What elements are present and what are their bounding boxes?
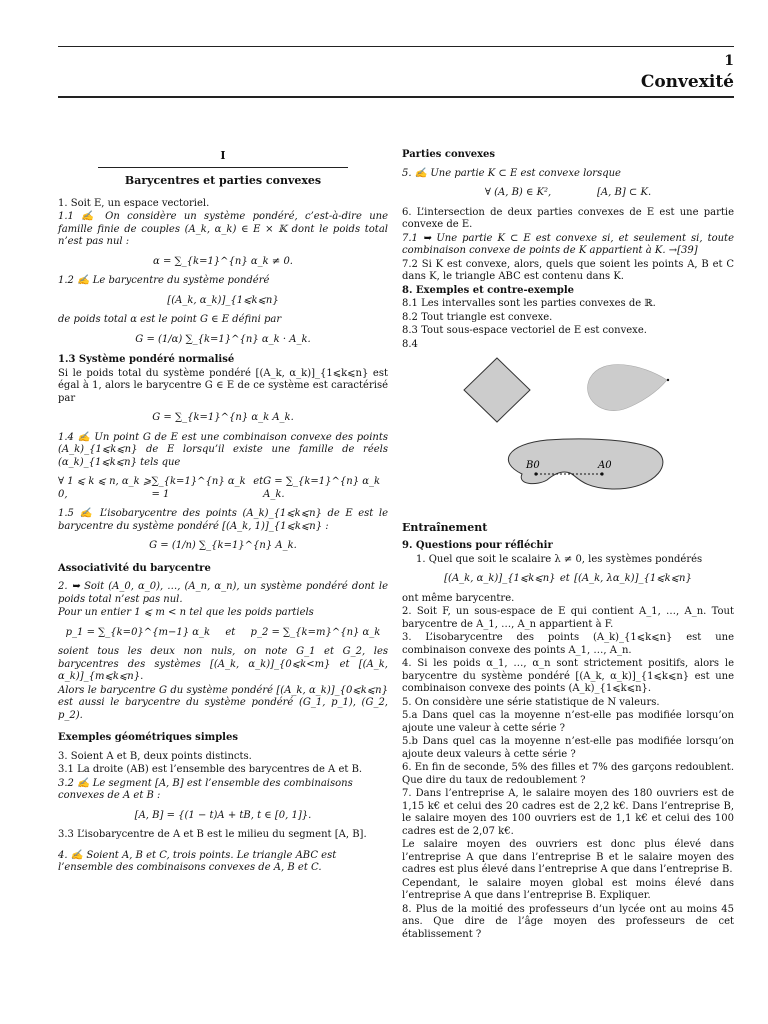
question-7-b: Le salaire moyen des ouvriers est donc plus élevé dans l’entreprise A que dans l’entreprise B et le salaire moyen des cadres est plus élevé dans l’entreprise A que dans l’entreprise B.	[402, 839, 734, 876]
item-3-2: 3.2 ✍ Le segment [A, B] est l’ensemble des combinaisons convexes de A et B :	[58, 777, 353, 801]
item-6: 6. L’intersection de deux parties convexes de E est une partie convexe de E.	[402, 206, 734, 230]
item-1-4: 1.4 ✍ Un point G de E est une combinaison convexe des points (A_k)_{1⩽k⩽n} de E lorsqu’il existe une famille de réels (α_k)_{1⩽k⩽n} tels que	[58, 431, 388, 468]
formula-part: ∀ (A, B) ∈ K²,	[484, 187, 552, 198]
right-column	[402, 145, 734, 942]
formula-part: et	[559, 573, 570, 585]
item-8-4: 8.4	[402, 338, 418, 350]
part-rule	[98, 167, 348, 168]
part-number: I	[220, 149, 226, 162]
formula-part: [(A_k, α_k)]_{1⩽k⩽n}	[444, 573, 556, 585]
formula-total-weight: α = ∑_{k=1}^{n} α_k ≠ 0.	[153, 255, 293, 267]
item-7-2: 7.2 Si K est convexe, alors, quels que soient les points A, B et C dans K, le triangle ABC est contenu dans K.	[402, 258, 734, 282]
item-2-c: soient tous les deux non nuls, on note G_1 et G_2, les barycentres des systèmes [(A_k, α_k)]_{0⩽k<m} et [(A_k, α_k)]_{m⩽k⩽n}.	[58, 646, 388, 682]
item-4: 4. ✍ Soient A, B et C, trois points. Le triangle ABC est l’ensemble des combinaisons convexes de A, B et C.	[58, 849, 337, 873]
section-associativity: Associativité du barycentre	[58, 562, 211, 574]
item-9: 9. Questions pour réfléchir	[402, 540, 553, 552]
item-8-3: 8.3 Tout sous-espace vectoriel de E est convexe.	[402, 325, 647, 336]
label-b0: B0	[526, 460, 540, 471]
formula-part: et	[225, 626, 236, 638]
item-1: 1. Soit E, un espace vectoriel.	[58, 197, 210, 209]
question-8: 8. Plus de la moitié des professeurs d’un lycée ont au moins 45 ans. Que dire de l’âge moyen des professeurs de cet établissement ?	[402, 903, 734, 940]
training-title: Entraînement	[402, 520, 488, 534]
formula-partial-weights	[58, 627, 388, 640]
convexity-figures	[402, 352, 734, 502]
formula-part: p_1 = ∑_{k=0}^{m−1} α_k	[65, 626, 211, 638]
question-7-c: Cependant, le salaire moyen global est moins élevé dans l’entreprise A que dans l’entreprise B. Expliquer.	[402, 877, 734, 902]
formula-normalized: G = ∑_{k=1}^{n} α_k A_k.	[152, 412, 294, 423]
item-8: 8. Exemples et contre-exemple	[402, 284, 575, 296]
formula-part: et	[253, 476, 264, 487]
question-3: 3. L’isobarycentre des points (A_k)_{1⩽k⩽n} est une combinaison convexe des points A_1, …, A_n.	[402, 632, 734, 656]
question-2: 2. Soit F, un sous-espace de E qui contient A_1, …, A_n. Tout barycentre de A_1, …, A_n appartient à F.	[402, 606, 734, 630]
question-5a: 5.a Dans quel cas la moyenne n’est-elle pas modifiée lorsqu’on ajoute une valeur à cette série ?	[402, 710, 734, 734]
item-1-3-title: 1.3 Système pondéré normalisé	[58, 354, 235, 365]
convex-square	[464, 358, 530, 422]
label-a0: A0	[598, 460, 612, 471]
formula-system: [(A_k, α_k)]_{1⩽k⩽n}	[167, 294, 279, 306]
item-1-1: 1.1 ✍ On considère un système pondéré, c’est-à-dire une famille finie de couples (A_k, α_k) ∈ E × 𝕂 dont le poids total n’est pas nul :	[58, 211, 388, 247]
section-convex-parts: Parties convexes	[402, 149, 496, 160]
formula-barycentre: G = (1/α) ∑_{k=1}^{n} α_k · A_k.	[135, 333, 311, 345]
formula-part: [A, B] ⊂ K.	[597, 187, 652, 198]
question-7: 7. Dans l’entreprise A, le salaire moyen des 180 ouvriers est de 1,15 k€ et celui des 20 cadres est de 2,2 k€. Dans l’entreprise B, le salaire moyen des 100 ouvriers est de 1,1 k€ et celui des 100 cadres est de 2,07 k€.	[402, 788, 734, 837]
item-3: 3. Soient A et B, deux points distincts.	[58, 750, 252, 762]
item-1-5: 1.5 ✍ L’isobarycentre des points (A_k)_{1⩽k⩽n} de E est le barycentre du système pondéré [(A_k, 1)]_{1⩽k⩽n} :	[58, 508, 388, 532]
formula-isobarycentre: G = (1/n) ∑_{k=1}^{n} A_k.	[149, 540, 297, 551]
item-2: 2. ➥ Soit (A_0, α_0), …, (A_n, α_n), un système pondéré dont le poids total n’est pas nul.	[58, 581, 388, 605]
item-3-1: 3.1 La droite (AB) est l’ensemble des barycentres de A et B.	[58, 764, 363, 775]
header-rule	[58, 96, 734, 98]
question-5b: 5.b Dans quel cas la moyenne n’est-elle pas modifiée lorsqu’on ajoute deux valeurs à cette série ?	[402, 736, 734, 760]
question-5: 5. On considère une série statistique de N valeurs.	[402, 696, 660, 708]
chapter-number: 1	[724, 53, 734, 69]
item-8-2: 8.2 Tout triangle est convexe.	[402, 311, 553, 323]
item-8-1: 8.1 Les intervalles sont les parties convexes de ℝ.	[402, 298, 656, 309]
question-6: 6. En fin de seconde, 5% des filles et 7% des garçons redoublent. Que dire du taux de redoublement ?	[402, 762, 734, 786]
item-5: 5. ✍ Une partie K ⊂ E est convexe lorsque	[402, 167, 621, 179]
part-title: Barycentres et parties convexes	[124, 173, 322, 187]
question-1-cont: ont même barycentre.	[402, 592, 515, 604]
left-column	[58, 145, 388, 876]
drop-tip-point	[667, 379, 669, 381]
formula-part: G = ∑_{k=1}^{n} α_k A_k.	[263, 476, 381, 500]
top-rule	[58, 46, 734, 47]
section-geometric-examples: Exemples géométriques simples	[58, 732, 238, 743]
formula-part: p_2 = ∑_{k=m}^{n} α_k	[250, 626, 381, 638]
convex-drop	[588, 365, 667, 411]
item-7-1: 7.1 ➥ Une partie K ⊂ E est convexe si, et seulement si, toute combinaison convexe de points de K appartient à K. →[39]	[402, 232, 734, 256]
chapter-title: Convexité	[640, 72, 734, 92]
item-2-d: Alors le barycentre G du système pondéré [(A_k, α_k)]_{0⩽k⩽n} est aussi le barycentre du système pondéré (G_1, p_1), (G_2, p_2).	[58, 684, 388, 721]
item-3-3: 3.3 L’isobarycentre de A et B est le milieu du segment [A, B].	[58, 829, 367, 840]
formula-segment: [A, B] = {(1 − t)A + tB, t ∈ [0, 1]}.	[134, 809, 312, 821]
formula-part: ∑_{k=1}^{n} α_k = 1	[151, 476, 246, 500]
point-b0	[534, 472, 537, 475]
formula-weighted-systems	[402, 573, 734, 586]
item-1-2-cont: de poids total α est le point G ∈ E défini par	[58, 314, 282, 325]
point-a0	[600, 472, 603, 475]
question-4: 4. Si les poids α_1, …, α_n sont strictement positifs, alors le barycentre du système pondéré [(A_k, α_k)]_{1⩽k⩽n} est une combinaison convexe des points (A_k)_{1⩽k⩽n}.	[402, 658, 734, 695]
item-2-b: Pour un entier 1 ⩽ m < n tel que les poids partiels	[58, 607, 314, 618]
formula-part: ∀ 1 ⩽ k ⩽ n, α_k ⩾ 0,	[58, 476, 152, 500]
question-1: 1. Quel que soit le scalaire λ ≠ 0, les systèmes pondérés	[416, 553, 703, 565]
formula-convex-def	[402, 187, 734, 200]
item-1-2: 1.2 ✍ Le barycentre du système pondéré	[58, 275, 270, 286]
formula-convex-combination	[58, 476, 388, 501]
formula-part: [(A_k, λα_k)]_{1⩽k⩽n}	[574, 573, 692, 585]
item-1-3: Si le poids total du système pondéré [(A_k, α_k)]_{1⩽k⩽n} est égal à 1, alors le barycentre G ∈ E de ce système est caractérisé par	[58, 367, 388, 404]
